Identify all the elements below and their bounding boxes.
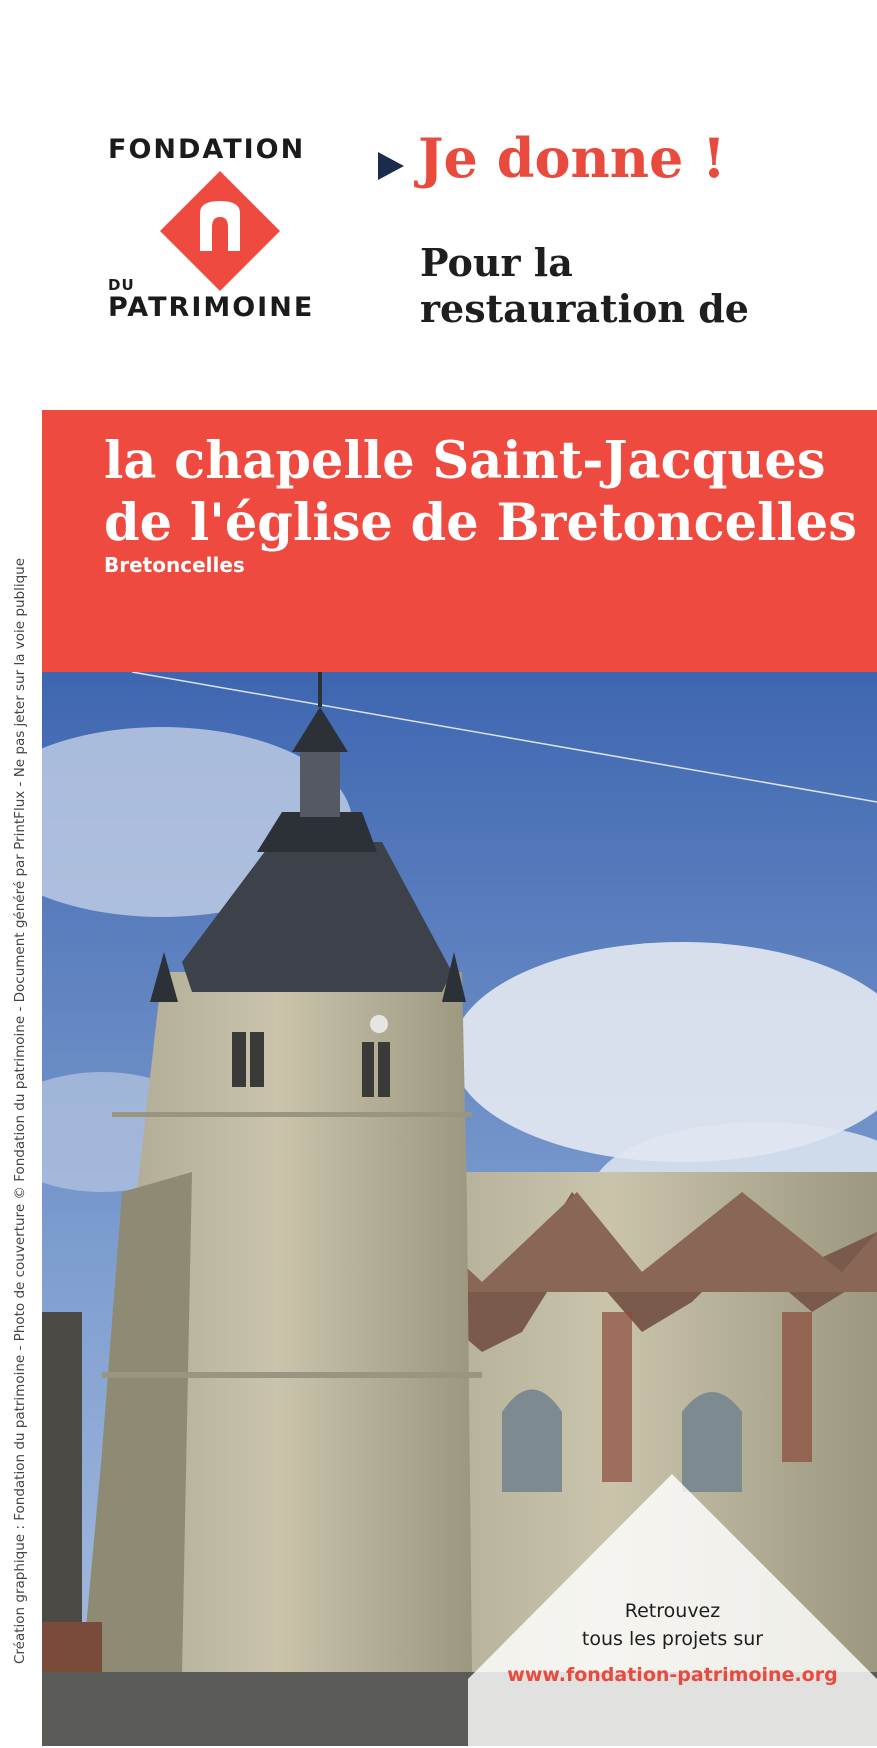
logo-text-fondation: FONDATION	[108, 134, 306, 165]
project-title: la chapelle Saint-Jacques de l'église de Bretoncelles	[104, 431, 857, 553]
promo-line-2: tous les projets sur	[581, 1628, 764, 1650]
je-donne-heading: Je donne !	[418, 126, 726, 190]
play-arrow-icon	[378, 152, 404, 180]
website-promo[interactable]	[468, 1474, 877, 1748]
credits-text: Création graphique : Fondation du patrimoine - Photo de couverture © Fondation du patrimoine - Document généré par PrintFlux - Ne pas jeter sur la voie publique	[12, 557, 28, 1664]
logo-text-patrimoine: PATRIMOINE	[108, 292, 315, 323]
promo-line-1: Retrouvez	[624, 1600, 721, 1622]
project-location: Bretoncelles	[104, 553, 245, 577]
subtitle: Pour la restauration de	[420, 240, 749, 331]
website-link[interactable]: www.fondation-patrimoine.org	[507, 1664, 838, 1686]
fondation-logo	[108, 134, 328, 334]
title-banner	[42, 410, 877, 672]
fondation-diamond-logo-icon	[160, 171, 280, 291]
logo-text-du: DU	[108, 276, 135, 294]
